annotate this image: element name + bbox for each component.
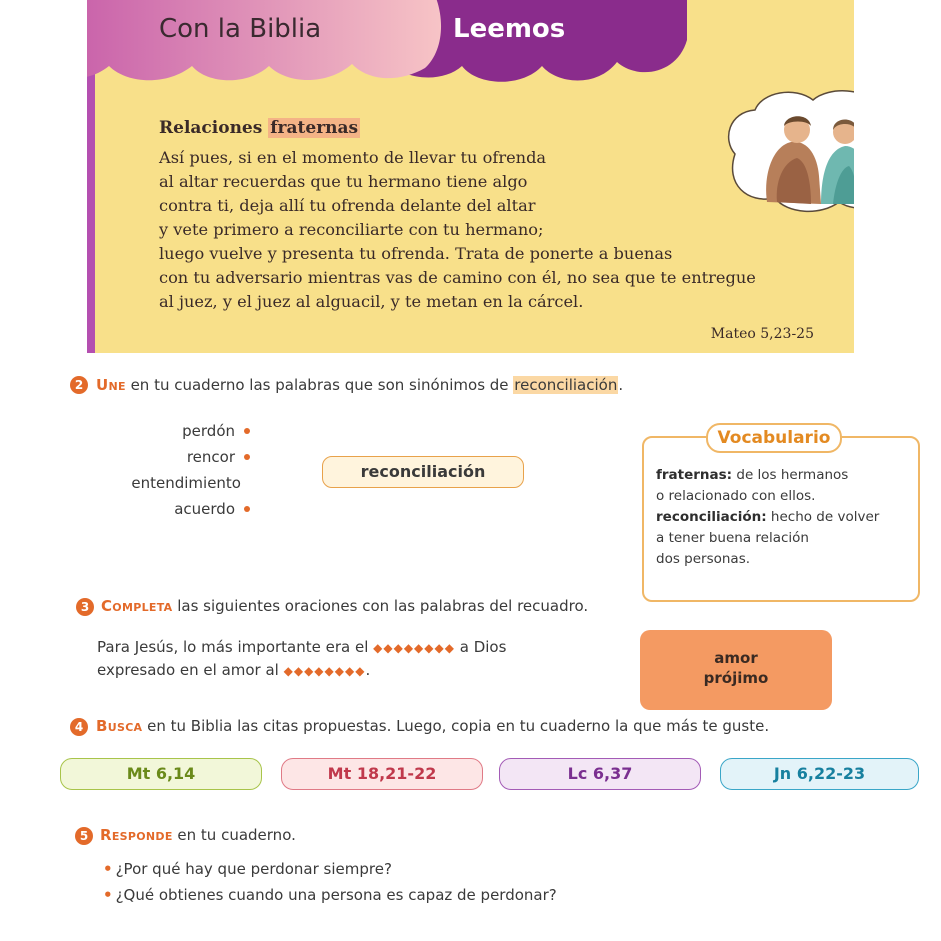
tab-leemos: Leemos xyxy=(453,14,566,44)
activity-4-number: 4 xyxy=(70,718,88,736)
citation-mt-18-21[interactable]: Mt 18,21-22 xyxy=(281,758,483,790)
activity-2-text: en tu cuaderno las palabras que son sinónimos de xyxy=(125,376,514,394)
vocab-term: reconciliación: xyxy=(656,509,767,525)
vocabulary-definitions xyxy=(656,465,879,570)
blank-field[interactable]: ◆◆◆◆◆◆◆◆ xyxy=(373,641,455,655)
vocab-def: a tener buena relación xyxy=(656,530,809,546)
activity-2-instruction xyxy=(96,376,623,394)
word-label: entendimiento xyxy=(131,474,241,492)
activity-5-verb: Responde xyxy=(100,826,173,844)
list-item[interactable] xyxy=(150,496,250,522)
activity-5-instruction xyxy=(100,826,296,844)
question-text: ¿Por qué hay que perdonar siempre? xyxy=(115,860,392,878)
reading-title-prefix: Relaciones xyxy=(159,118,269,138)
list-item[interactable] xyxy=(150,444,250,470)
citation-lc-6-37[interactable]: Lc 6,37 xyxy=(499,758,701,790)
activity-5-text: en tu cuaderno. xyxy=(172,826,296,844)
sentence-part: a Dios xyxy=(454,638,507,656)
vocab-def: o relacionado con ellos. xyxy=(656,488,816,504)
word-bank-item: prójimo xyxy=(703,669,769,687)
target-word-box[interactable]: reconciliación xyxy=(322,456,524,488)
activity-2-highlight: reconciliación xyxy=(514,376,618,394)
reading-line: Así pues, si en el momento de llevar tu ofrenda xyxy=(159,148,547,167)
reading-title xyxy=(159,118,360,138)
vocab-def: de los hermanos xyxy=(732,467,849,483)
reading-line: al juez, y el juez al alguacil, y te metan en la cárcel. xyxy=(159,292,584,311)
citation-jn-6-22[interactable]: Jn 6,22-23 xyxy=(720,758,919,790)
word-bank-box xyxy=(640,630,832,710)
reading-line: y vete primero a reconciliarte con tu hermano; xyxy=(159,220,544,239)
bullet: • xyxy=(103,886,113,904)
activity-3-text: las siguientes oraciones con las palabras del recuadro. xyxy=(172,597,589,615)
bullet: • xyxy=(103,860,113,878)
tab-con-la-biblia: Con la Biblia xyxy=(159,14,322,44)
activity-3-verb: Completa xyxy=(101,597,173,615)
reading-line: contra ti, deja allí tu ofrenda delante del altar xyxy=(159,196,536,215)
word-label: perdón xyxy=(182,422,235,440)
sentence-part: Para Jesús, lo más importante era el xyxy=(97,638,374,656)
activity-4-verb: Busca xyxy=(96,717,143,735)
connector-dot[interactable] xyxy=(244,454,250,460)
synonym-word-list xyxy=(131,418,250,522)
activity-3-instruction xyxy=(101,597,588,615)
activity-3-number: 3 xyxy=(76,598,94,616)
vocab-def: dos personas. xyxy=(656,551,751,567)
list-item xyxy=(103,856,557,882)
reading-line: al altar recuerdas que tu hermano tiene algo xyxy=(159,172,528,191)
citation-mt-6-14[interactable]: Mt 6,14 xyxy=(60,758,262,790)
activity-2-number: 2 xyxy=(70,376,88,394)
reading-citation: Mateo 5,23-25 xyxy=(710,326,814,342)
activity-4-text: en tu Biblia las citas propuestas. Luego, copia en tu cuaderno la que más te guste. xyxy=(142,717,770,735)
list-item[interactable] xyxy=(150,418,250,444)
reading-text xyxy=(159,146,756,314)
sentence-part: expresado en el amor al xyxy=(97,661,284,679)
vocabulary-title: Vocabulario xyxy=(706,423,842,453)
question-list xyxy=(103,856,557,908)
activity-2-verb: Une xyxy=(96,376,126,394)
activity-3-sentence xyxy=(97,636,506,682)
reading-title-highlight: fraternas xyxy=(270,118,359,138)
bible-reading-box xyxy=(87,0,854,353)
word-bank-item: amor xyxy=(714,649,758,667)
activity-2-period: . xyxy=(618,376,624,394)
sentence-part: . xyxy=(365,661,371,679)
reading-line: luego vuelve y presenta tu ofrenda. Trata de ponerte a buenas xyxy=(159,244,673,263)
connector-dot[interactable] xyxy=(244,428,250,434)
activity-5-number: 5 xyxy=(75,827,93,845)
word-label: acuerdo xyxy=(174,500,235,518)
list-item[interactable] xyxy=(131,470,250,496)
vocab-def: hecho de volver xyxy=(766,509,880,525)
activity-4-instruction xyxy=(96,717,769,735)
reading-line: con tu adversario mientras vas de camino con él, no sea que te entregue xyxy=(159,268,756,287)
question-text: ¿Qué obtienes cuando una persona es capaz de perdonar? xyxy=(115,886,557,904)
blank-field[interactable]: ◆◆◆◆◆◆◆◆ xyxy=(283,664,366,678)
word-label: rencor xyxy=(186,448,235,466)
list-item xyxy=(103,882,557,908)
vocab-term: fraternas: xyxy=(656,467,733,483)
connector-dot[interactable] xyxy=(244,506,250,512)
